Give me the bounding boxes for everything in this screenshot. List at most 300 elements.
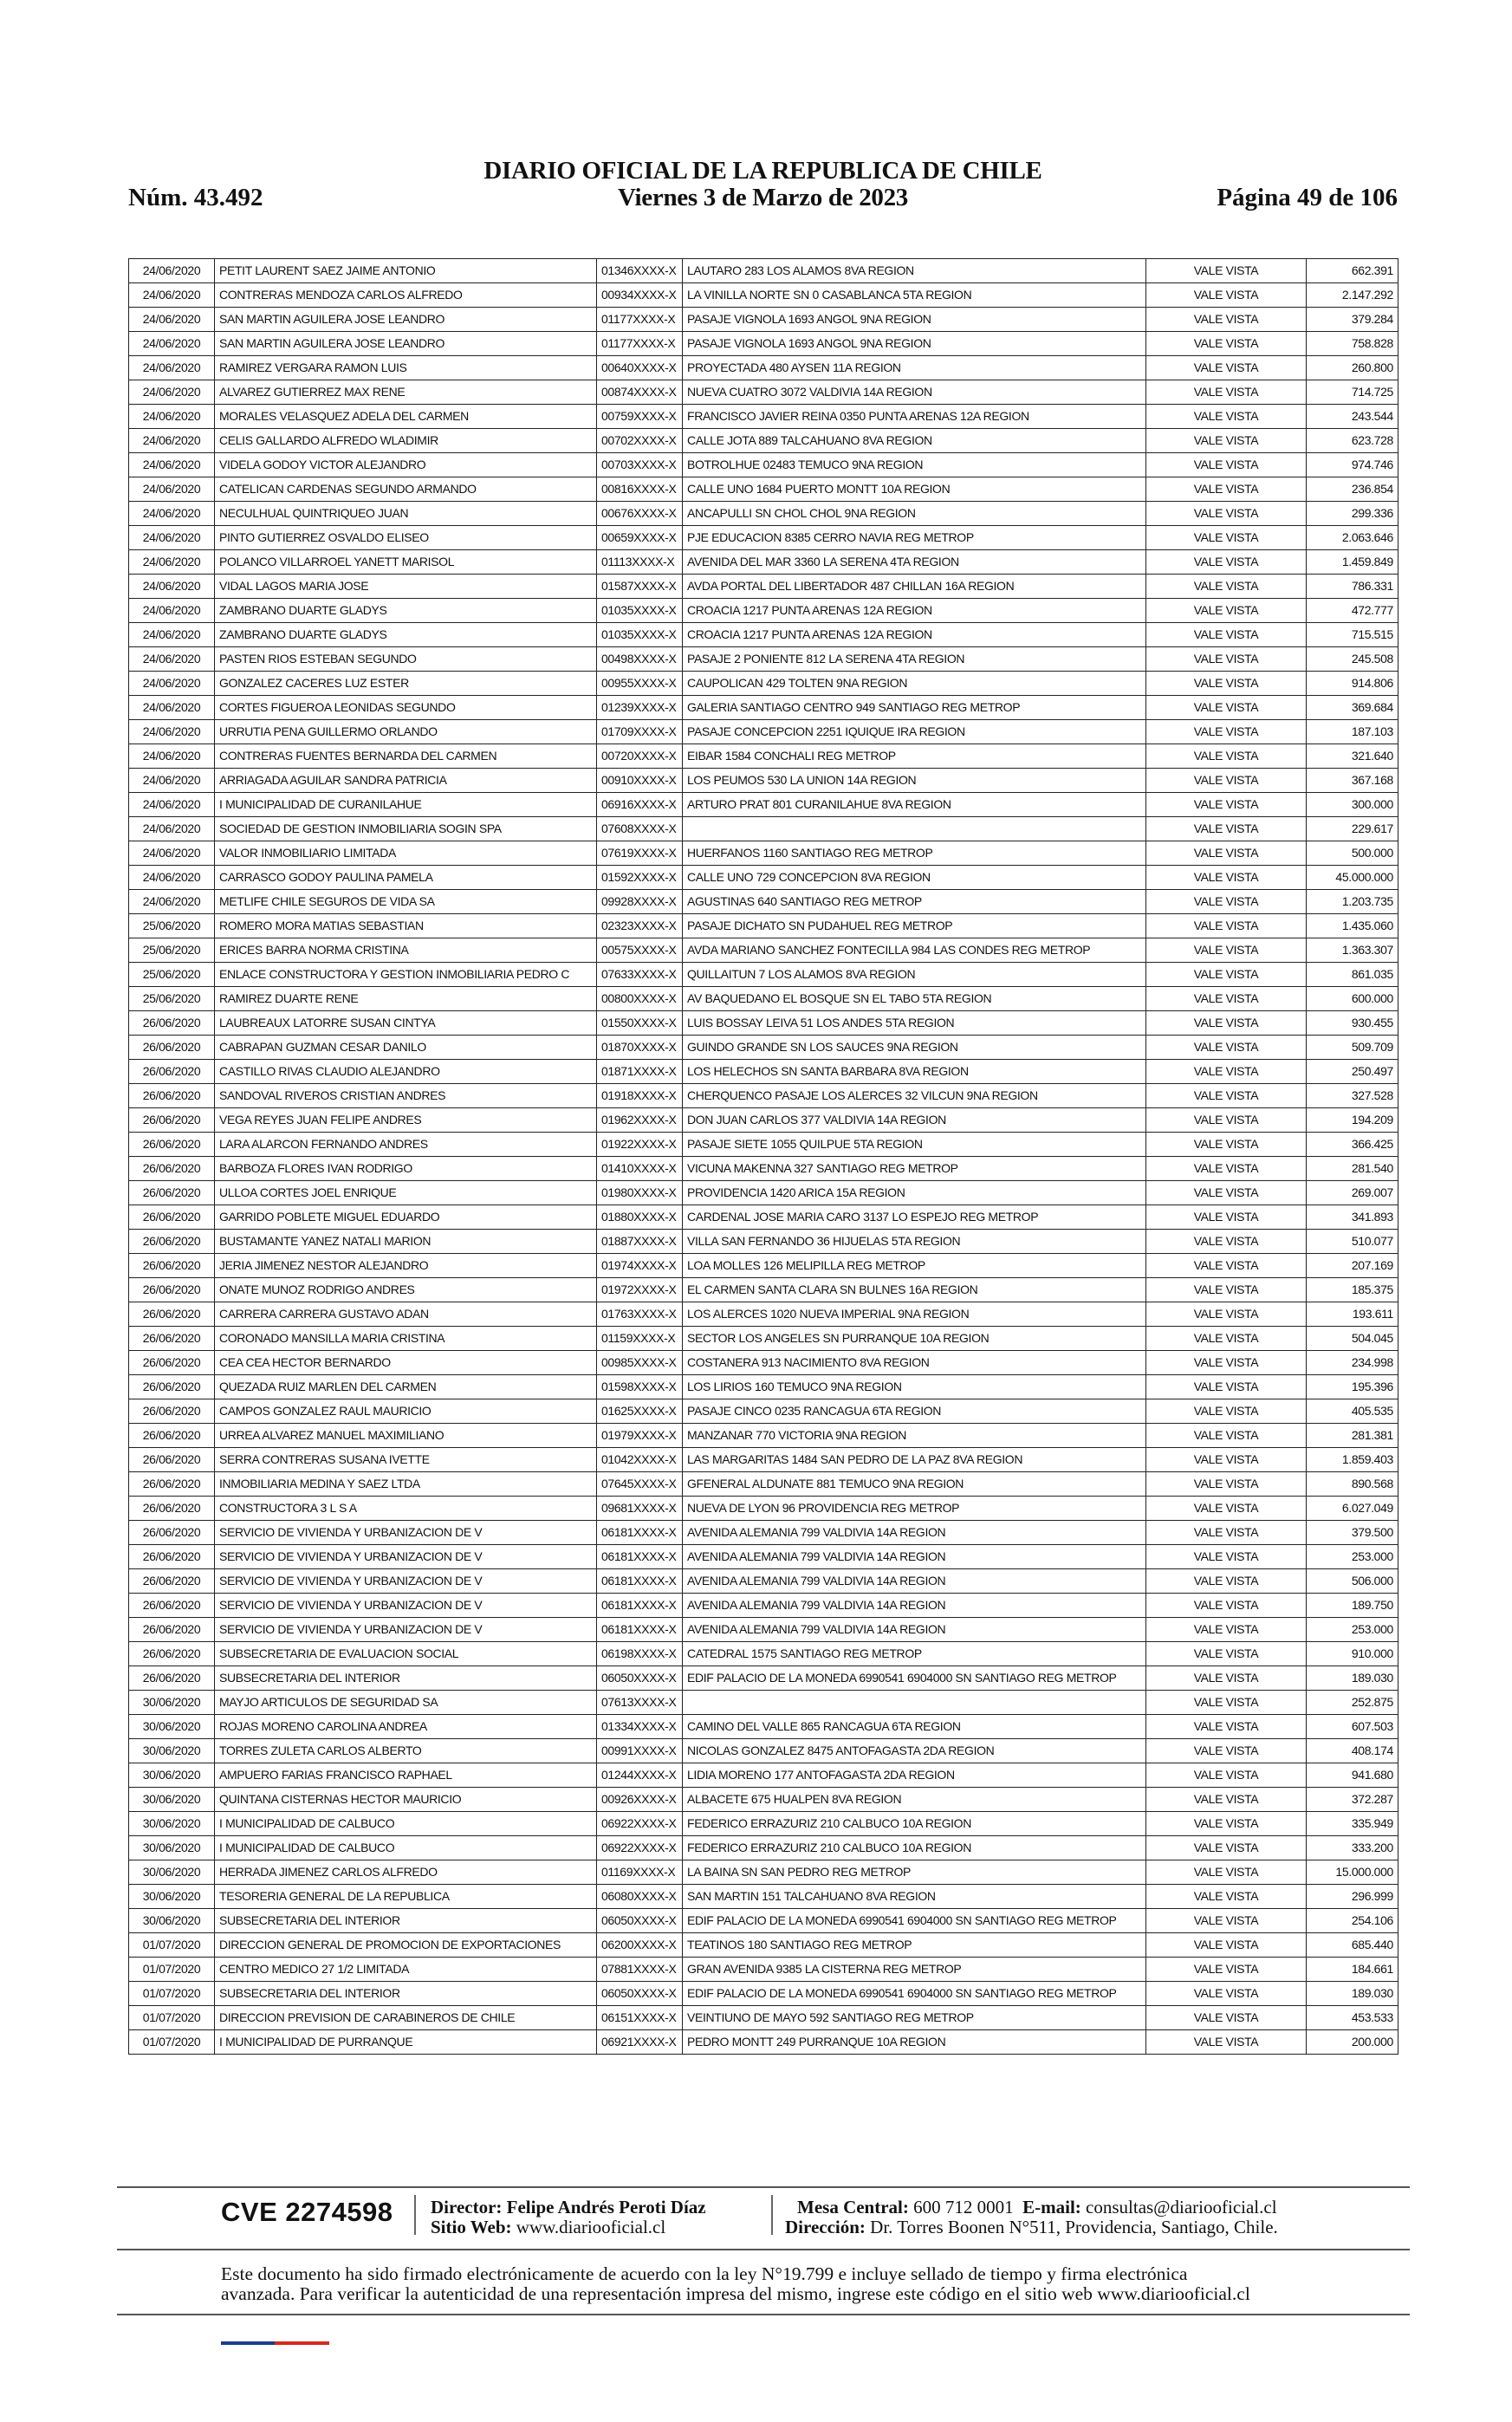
- row-date: 30/06/2020: [129, 1812, 215, 1836]
- row-amount: 1.363.307: [1307, 938, 1398, 963]
- row-rut: 00759XXXX-X: [597, 405, 683, 429]
- row-date: 26/06/2020: [129, 1157, 215, 1181]
- row-date: 30/06/2020: [129, 1763, 215, 1788]
- row-name: SAN MARTIN AGUILERA JOSE LEANDRO: [215, 332, 597, 356]
- row-name: CEA CEA HECTOR BERNARDO: [215, 1351, 597, 1375]
- row-amount: 685.440: [1307, 1933, 1398, 1958]
- row-name: CONTRERAS FUENTES BERNARDA DEL CARMEN: [215, 744, 597, 769]
- row-address: ALBACETE 675 HUALPEN 8VA REGION: [683, 1788, 1146, 1812]
- row-name: INMOBILIARIA MEDINA Y SAEZ LTDA: [215, 1472, 597, 1497]
- row-address: PASAJE CINCO 0235 RANCAGUA 6TA REGION: [683, 1399, 1146, 1424]
- row-payment-type: VALE VISTA: [1146, 1739, 1307, 1763]
- row-date: 24/06/2020: [129, 429, 215, 453]
- table-row: [129, 1788, 1398, 1812]
- row-name: CONTRERAS MENDOZA CARLOS ALFREDO: [215, 283, 597, 308]
- row-name: SERVICIO DE VIVIENDA Y URBANIZACION DE V: [215, 1594, 597, 1618]
- row-payment-type: VALE VISTA: [1146, 769, 1307, 793]
- row-payment-type: VALE VISTA: [1146, 1424, 1307, 1448]
- table-row: [129, 526, 1398, 550]
- row-amount: 930.455: [1307, 1011, 1398, 1036]
- row-address: HUERFANOS 1160 SANTIAGO REG METROP: [683, 841, 1146, 866]
- row-date: 24/06/2020: [129, 599, 215, 623]
- row-date: 24/06/2020: [129, 575, 215, 599]
- table-row: [129, 696, 1398, 720]
- row-rut: 07608XXXX-X: [597, 817, 683, 841]
- legal-line: avanzada. Para verificar la autenticidad de una representación impresa del mismo, ingrese este código en el sitio web www.diariooficial.cl: [221, 2283, 1250, 2304]
- row-date: 25/06/2020: [129, 914, 215, 938]
- footer-divider-bottom: [117, 2314, 1410, 2315]
- row-payment-type: VALE VISTA: [1146, 1254, 1307, 1278]
- row-address: ANCAPULLI SN CHOL CHOL 9NA REGION: [683, 502, 1146, 526]
- row-name: GONZALEZ CACERES LUZ ESTER: [215, 672, 597, 696]
- row-date: 01/07/2020: [129, 2006, 215, 2030]
- row-payment-type: VALE VISTA: [1146, 1933, 1307, 1958]
- row-date: 30/06/2020: [129, 1788, 215, 1812]
- row-payment-type: VALE VISTA: [1146, 1836, 1307, 1860]
- row-date: 30/06/2020: [129, 1691, 215, 1715]
- row-name: CORONADO MANSILLA MARIA CRISTINA: [215, 1327, 597, 1351]
- row-payment-type: VALE VISTA: [1146, 866, 1307, 890]
- row-rut: 00703XXXX-X: [597, 453, 683, 477]
- row-amount: 2.063.646: [1307, 526, 1398, 550]
- row-payment-type: VALE VISTA: [1146, 720, 1307, 744]
- row-date: 24/06/2020: [129, 793, 215, 817]
- row-address: EL CARMEN SANTA CLARA SN BULNES 16A REGION: [683, 1278, 1146, 1302]
- row-rut: 00955XXXX-X: [597, 672, 683, 696]
- row-amount: 6.027.049: [1307, 1497, 1398, 1521]
- row-payment-type: VALE VISTA: [1146, 1278, 1307, 1302]
- row-payment-type: VALE VISTA: [1146, 1691, 1307, 1715]
- table-row: [129, 1982, 1398, 2006]
- row-date: 30/06/2020: [129, 1739, 215, 1763]
- row-payment-type: VALE VISTA: [1146, 1885, 1307, 1909]
- row-date: 26/06/2020: [129, 1399, 215, 1424]
- row-address: [683, 817, 1146, 841]
- row-payment-type: VALE VISTA: [1146, 1860, 1307, 1885]
- row-date: 26/06/2020: [129, 1205, 215, 1230]
- row-amount: 299.336: [1307, 502, 1398, 526]
- row-name: SUBSECRETARIA DE EVALUACION SOCIAL: [215, 1642, 597, 1666]
- table-row: [129, 914, 1398, 938]
- row-amount: 254.106: [1307, 1909, 1398, 1933]
- row-amount: 890.568: [1307, 1472, 1398, 1497]
- table-row: [129, 1278, 1398, 1302]
- row-name: ULLOA CORTES JOEL ENRIQUE: [215, 1181, 597, 1205]
- row-date: 26/06/2020: [129, 1327, 215, 1351]
- row-address: AVENIDA ALEMANIA 799 VALDIVIA 14A REGION: [683, 1618, 1146, 1642]
- issue-date: Viernes 3 de Marzo de 2023: [617, 184, 909, 211]
- row-payment-type: VALE VISTA: [1146, 623, 1307, 647]
- row-address: GUINDO GRANDE SN LOS SAUCES 9NA REGION: [683, 1036, 1146, 1060]
- row-payment-type: VALE VISTA: [1146, 1715, 1307, 1739]
- table-row: [129, 1545, 1398, 1569]
- row-address: PASAJE DICHATO SN PUDAHUEL REG METROP: [683, 914, 1146, 938]
- row-rut: 01587XXXX-X: [597, 575, 683, 599]
- row-address: NUEVA DE LYON 96 PROVIDENCIA REG METROP: [683, 1497, 1146, 1521]
- row-address: SECTOR LOS ANGELES SN PURRANQUE 10A REGION: [683, 1327, 1146, 1351]
- table-row: [129, 1230, 1398, 1254]
- row-rut: 01410XXXX-X: [597, 1157, 683, 1181]
- row-date: 26/06/2020: [129, 1060, 215, 1084]
- row-address: LA VINILLA NORTE SN 0 CASABLANCA 5TA REGION: [683, 283, 1146, 308]
- row-address: PASAJE 2 PONIENTE 812 LA SERENA 4TA REGION: [683, 647, 1146, 672]
- cve-code: CVE 2274598: [221, 2197, 393, 2227]
- row-rut: 01974XXXX-X: [597, 1254, 683, 1278]
- row-rut: 06181XXXX-X: [597, 1569, 683, 1594]
- table-row: [129, 1521, 1398, 1545]
- row-rut: 06050XXXX-X: [597, 1666, 683, 1691]
- table-row: [129, 1060, 1398, 1084]
- row-name: NECULHUAL QUINTRIQUEO JUAN: [215, 502, 597, 526]
- row-address: AVDA PORTAL DEL LIBERTADOR 487 CHILLAN 16A REGION: [683, 575, 1146, 599]
- row-name: CASTILLO RIVAS CLAUDIO ALEJANDRO: [215, 1060, 597, 1084]
- row-name: CARRASCO GODOY PAULINA PAMELA: [215, 866, 597, 890]
- row-rut: 06181XXXX-X: [597, 1618, 683, 1642]
- row-date: 26/06/2020: [129, 1302, 215, 1327]
- table-row: [129, 1448, 1398, 1472]
- row-payment-type: VALE VISTA: [1146, 308, 1307, 332]
- row-rut: 00720XXXX-X: [597, 744, 683, 769]
- row-address: VEINTIUNO DE MAYO 592 SANTIAGO REG METROP: [683, 2006, 1146, 2030]
- table-row: [129, 1375, 1398, 1399]
- row-amount: 379.284: [1307, 308, 1398, 332]
- table-row: [129, 1084, 1398, 1108]
- row-rut: 01962XXXX-X: [597, 1108, 683, 1133]
- row-address: PROYECTADA 480 AYSEN 11A REGION: [683, 356, 1146, 380]
- row-name: BUSTAMANTE YANEZ NATALI MARION: [215, 1230, 597, 1254]
- table-row: [129, 1036, 1398, 1060]
- row-payment-type: VALE VISTA: [1146, 1666, 1307, 1691]
- row-date: 25/06/2020: [129, 938, 215, 963]
- row-address: EDIF PALACIO DE LA MONEDA 6990541 6904000 SN SANTIAGO REG METROP: [683, 1666, 1146, 1691]
- row-date: 26/06/2020: [129, 1666, 215, 1691]
- row-rut: 06181XXXX-X: [597, 1545, 683, 1569]
- row-name: PETIT LAURENT SAEZ JAIME ANTONIO: [215, 259, 597, 283]
- row-payment-type: VALE VISTA: [1146, 283, 1307, 308]
- table-row: [129, 1739, 1398, 1763]
- row-name: AMPUERO FARIAS FRANCISCO RAPHAEL: [215, 1763, 597, 1788]
- row-date: 01/07/2020: [129, 1982, 215, 2006]
- row-name: VIDAL LAGOS MARIA JOSE: [215, 575, 597, 599]
- row-address: PEDRO MONTT 249 PURRANQUE 10A REGION: [683, 2030, 1146, 2055]
- table-row: [129, 1472, 1398, 1497]
- table-row: [129, 793, 1398, 817]
- row-date: 26/06/2020: [129, 1448, 215, 1472]
- table-row: [129, 308, 1398, 332]
- row-name: SAN MARTIN AGUILERA JOSE LEANDRO: [215, 308, 597, 332]
- row-payment-type: VALE VISTA: [1146, 987, 1307, 1011]
- flag-red-stripe: [275, 2341, 329, 2345]
- row-name: QUEZADA RUIZ MARLEN DEL CARMEN: [215, 1375, 597, 1399]
- row-payment-type: VALE VISTA: [1146, 1958, 1307, 1982]
- row-address: CROACIA 1217 PUNTA ARENAS 12A REGION: [683, 599, 1146, 623]
- table-row: [129, 259, 1398, 283]
- table-row: [129, 1958, 1398, 1982]
- page-header: [128, 158, 1398, 218]
- row-name: SERVICIO DE VIVIENDA Y URBANIZACION DE V: [215, 1521, 597, 1545]
- row-address: LIDIA MORENO 177 ANTOFAGASTA 2DA REGION: [683, 1763, 1146, 1788]
- row-date: 26/06/2020: [129, 1472, 215, 1497]
- row-payment-type: VALE VISTA: [1146, 1448, 1307, 1472]
- row-rut: 00926XXXX-X: [597, 1788, 683, 1812]
- row-address: PASAJE VIGNOLA 1693 ANGOL 9NA REGION: [683, 332, 1146, 356]
- row-date: 30/06/2020: [129, 1885, 215, 1909]
- row-amount: 281.381: [1307, 1424, 1398, 1448]
- row-rut: 01035XXXX-X: [597, 599, 683, 623]
- row-address: AVENIDA ALEMANIA 799 VALDIVIA 14A REGION: [683, 1545, 1146, 1569]
- row-amount: 453.533: [1307, 2006, 1398, 2030]
- row-date: 24/06/2020: [129, 380, 215, 405]
- row-rut: 09681XXXX-X: [597, 1497, 683, 1521]
- row-payment-type: VALE VISTA: [1146, 817, 1307, 841]
- row-rut: 01870XXXX-X: [597, 1036, 683, 1060]
- row-date: 24/06/2020: [129, 672, 215, 696]
- row-payment-type: VALE VISTA: [1146, 1545, 1307, 1569]
- row-address: CHERQUENCO PASAJE LOS ALERCES 32 VILCUN 9NA REGION: [683, 1084, 1146, 1108]
- row-amount: 189.030: [1307, 1982, 1398, 2006]
- row-amount: 250.497: [1307, 1060, 1398, 1084]
- row-amount: 600.000: [1307, 987, 1398, 1011]
- mesa-phone: 600 712 0001: [913, 2197, 1014, 2217]
- row-date: 26/06/2020: [129, 1642, 215, 1666]
- row-amount: 408.174: [1307, 1739, 1398, 1763]
- table-row: [129, 1327, 1398, 1351]
- table-row: [129, 841, 1398, 866]
- row-name: SOCIEDAD DE GESTION INMOBILIARIA SOGIN SPA: [215, 817, 597, 841]
- row-amount: 253.000: [1307, 1545, 1398, 1569]
- row-rut: 01922XXXX-X: [597, 1133, 683, 1157]
- row-address: SAN MARTIN 151 TALCAHUANO 8VA REGION: [683, 1885, 1146, 1909]
- row-name: SERVICIO DE VIVIENDA Y URBANIZACION DE V: [215, 1618, 597, 1642]
- row-address: DON JUAN CARLOS 377 VALDIVIA 14A REGION: [683, 1108, 1146, 1133]
- row-amount: 506.000: [1307, 1569, 1398, 1594]
- row-name: LARA ALARCON FERNANDO ANDRES: [215, 1133, 597, 1157]
- row-date: 26/06/2020: [129, 1036, 215, 1060]
- table-row: [129, 283, 1398, 308]
- row-name: SERVICIO DE VIVIENDA Y URBANIZACION DE V: [215, 1569, 597, 1594]
- row-name: ENLACE CONSTRUCTORA Y GESTION INMOBILIARIA PEDRO C: [215, 963, 597, 987]
- row-address: CATEDRAL 1575 SANTIAGO REG METROP: [683, 1642, 1146, 1666]
- row-address: CAUPOLICAN 429 TOLTEN 9NA REGION: [683, 672, 1146, 696]
- row-payment-type: VALE VISTA: [1146, 1327, 1307, 1351]
- site-link[interactable]: www.diariooficial.cl: [516, 2217, 666, 2237]
- row-payment-type: VALE VISTA: [1146, 1642, 1307, 1666]
- row-payment-type: VALE VISTA: [1146, 890, 1307, 914]
- row-payment-type: VALE VISTA: [1146, 1230, 1307, 1254]
- row-amount: 189.750: [1307, 1594, 1398, 1618]
- table-row: [129, 1302, 1398, 1327]
- row-address: LOA MOLLES 126 MELIPILLA REG METROP: [683, 1254, 1146, 1278]
- row-name: HERRADA JIMENEZ CARLOS ALFREDO: [215, 1860, 597, 1885]
- row-payment-type: VALE VISTA: [1146, 1521, 1307, 1545]
- row-payment-type: VALE VISTA: [1146, 2006, 1307, 2030]
- row-name: TESORERIA GENERAL DE LA REPUBLICA: [215, 1885, 597, 1909]
- table-row: [129, 2030, 1398, 2055]
- row-rut: 01113XXXX-X: [597, 550, 683, 575]
- row-rut: 01592XXXX-X: [597, 866, 683, 890]
- row-date: 26/06/2020: [129, 1521, 215, 1545]
- row-amount: 15.000.000: [1307, 1860, 1398, 1885]
- row-date: 26/06/2020: [129, 1424, 215, 1448]
- row-payment-type: VALE VISTA: [1146, 1375, 1307, 1399]
- row-rut: 01980XXXX-X: [597, 1181, 683, 1205]
- mesa-label: Mesa Central:: [797, 2197, 909, 2217]
- table-row: [129, 1812, 1398, 1836]
- row-amount: 500.000: [1307, 841, 1398, 866]
- table-row: [129, 1424, 1398, 1448]
- row-rut: 01035XXXX-X: [597, 623, 683, 647]
- row-payment-type: VALE VISTA: [1146, 1011, 1307, 1036]
- table-row: [129, 453, 1398, 477]
- row-payment-type: VALE VISTA: [1146, 526, 1307, 550]
- table-row: [129, 550, 1398, 575]
- row-date: 24/06/2020: [129, 841, 215, 866]
- row-payment-type: VALE VISTA: [1146, 1594, 1307, 1618]
- director-name: Felipe Andrés Peroti Díaz: [506, 2197, 706, 2217]
- row-name: METLIFE CHILE SEGUROS DE VIDA SA: [215, 890, 597, 914]
- row-payment-type: VALE VISTA: [1146, 1812, 1307, 1836]
- table-row: [129, 1618, 1398, 1642]
- row-address: COSTANERA 913 NACIMIENTO 8VA REGION: [683, 1351, 1146, 1375]
- row-amount: 234.998: [1307, 1351, 1398, 1375]
- row-name: CENTRO MEDICO 27 1/2 LIMITADA: [215, 1958, 597, 1982]
- row-amount: 252.875: [1307, 1691, 1398, 1715]
- row-date: 26/06/2020: [129, 1230, 215, 1254]
- row-amount: 504.045: [1307, 1327, 1398, 1351]
- row-address: ARTURO PRAT 801 CURANILAHUE 8VA REGION: [683, 793, 1146, 817]
- row-address: CALLE JOTA 889 TALCAHUANO 8VA REGION: [683, 429, 1146, 453]
- row-rut: 00676XXXX-X: [597, 502, 683, 526]
- row-name: GARRIDO POBLETE MIGUEL EDUARDO: [215, 1205, 597, 1230]
- table-row: [129, 938, 1398, 963]
- row-date: 24/06/2020: [129, 890, 215, 914]
- row-address: NICOLAS GONZALEZ 8475 ANTOFAGASTA 2DA REGION: [683, 1739, 1146, 1763]
- row-payment-type: VALE VISTA: [1146, 1157, 1307, 1181]
- address-value: Dr. Torres Boonen N°511, Providencia, Santiago, Chile.: [870, 2217, 1278, 2237]
- row-date: 30/06/2020: [129, 1715, 215, 1739]
- row-rut: 02323XXXX-X: [597, 914, 683, 938]
- row-date: 24/06/2020: [129, 283, 215, 308]
- row-rut: 07645XXXX-X: [597, 1472, 683, 1497]
- row-name: CATELICAN CARDENAS SEGUNDO ARMANDO: [215, 477, 597, 502]
- footer-director-block: [431, 2198, 706, 2237]
- row-rut: 01244XXXX-X: [597, 1763, 683, 1788]
- row-payment-type: VALE VISTA: [1146, 259, 1307, 283]
- row-amount: 786.331: [1307, 575, 1398, 599]
- row-date: 26/06/2020: [129, 1278, 215, 1302]
- row-rut: 01880XXXX-X: [597, 1205, 683, 1230]
- row-address: FEDERICO ERRAZURIZ 210 CALBUCO 10A REGION: [683, 1836, 1146, 1860]
- table-row: [129, 1569, 1398, 1594]
- row-name: ALVAREZ GUTIERREZ MAX RENE: [215, 380, 597, 405]
- row-payment-type: VALE VISTA: [1146, 793, 1307, 817]
- row-address: MANZANAR 770 VICTORIA 9NA REGION: [683, 1424, 1146, 1448]
- email-link[interactable]: consultas@diariooficial.cl: [1086, 2197, 1277, 2217]
- row-payment-type: VALE VISTA: [1146, 1788, 1307, 1812]
- row-date: 24/06/2020: [129, 866, 215, 890]
- row-rut: 00575XXXX-X: [597, 938, 683, 963]
- table-row: [129, 1497, 1398, 1521]
- row-name: MORALES VELASQUEZ ADELA DEL CARMEN: [215, 405, 597, 429]
- table-row: [129, 356, 1398, 380]
- table-row: [129, 575, 1398, 599]
- row-name: ROJAS MORENO CAROLINA ANDREA: [215, 1715, 597, 1739]
- row-rut: 01709XXXX-X: [597, 720, 683, 744]
- chile-flag-stripe: [221, 2341, 329, 2345]
- row-address: FEDERICO ERRAZURIZ 210 CALBUCO 10A REGION: [683, 1812, 1146, 1836]
- row-address: LOS ALERCES 1020 NUEVA IMPERIAL 9NA REGION: [683, 1302, 1146, 1327]
- row-amount: 200.000: [1307, 2030, 1398, 2055]
- row-payment-type: VALE VISTA: [1146, 332, 1307, 356]
- row-amount: 45.000.000: [1307, 866, 1398, 890]
- row-rut: 01239XXXX-X: [597, 696, 683, 720]
- row-rut: 06922XXXX-X: [597, 1836, 683, 1860]
- row-amount: 296.999: [1307, 1885, 1398, 1909]
- table-row: [129, 623, 1398, 647]
- row-amount: 333.200: [1307, 1836, 1398, 1860]
- row-address: PASAJE SIETE 1055 QUILPUE 5TA REGION: [683, 1133, 1146, 1157]
- row-name: TORRES ZULETA CARLOS ALBERTO: [215, 1739, 597, 1763]
- row-rut: 01159XXXX-X: [597, 1327, 683, 1351]
- row-payment-type: VALE VISTA: [1146, 1205, 1307, 1230]
- table-row: [129, 1763, 1398, 1788]
- row-name: I MUNICIPALIDAD DE CURANILAHUE: [215, 793, 597, 817]
- table-row: [129, 2006, 1398, 2030]
- row-rut: 01763XXXX-X: [597, 1302, 683, 1327]
- row-date: 26/06/2020: [129, 1011, 215, 1036]
- row-amount: 1.203.735: [1307, 890, 1398, 914]
- row-address: GRAN AVENIDA 9385 LA CISTERNA REG METROP: [683, 1958, 1146, 1982]
- row-amount: 758.828: [1307, 332, 1398, 356]
- row-amount: 366.425: [1307, 1133, 1398, 1157]
- row-payment-type: VALE VISTA: [1146, 1618, 1307, 1642]
- row-amount: 300.000: [1307, 793, 1398, 817]
- table-row: [129, 963, 1398, 987]
- row-amount: 607.503: [1307, 1715, 1398, 1739]
- row-name: SANDOVAL RIVEROS CRISTIAN ANDRES: [215, 1084, 597, 1108]
- row-date: 26/06/2020: [129, 1569, 215, 1594]
- row-address: CAMINO DEL VALLE 865 RANCAGUA 6TA REGION: [683, 1715, 1146, 1739]
- row-rut: 01550XXXX-X: [597, 1011, 683, 1036]
- row-date: 24/06/2020: [129, 405, 215, 429]
- row-amount: 510.077: [1307, 1230, 1398, 1254]
- row-name: VEGA REYES JUAN FELIPE ANDRES: [215, 1108, 597, 1133]
- table-row: [129, 1351, 1398, 1375]
- row-rut: 06916XXXX-X: [597, 793, 683, 817]
- row-rut: 09928XXXX-X: [597, 890, 683, 914]
- row-name: CELIS GALLARDO ALFREDO WLADIMIR: [215, 429, 597, 453]
- row-name: CABRAPAN GUZMAN CESAR DANILO: [215, 1036, 597, 1060]
- row-date: 01/07/2020: [129, 2030, 215, 2055]
- table-row: [129, 769, 1398, 793]
- row-amount: 195.396: [1307, 1375, 1398, 1399]
- row-payment-type: VALE VISTA: [1146, 744, 1307, 769]
- row-address: CROACIA 1217 PUNTA ARENAS 12A REGION: [683, 623, 1146, 647]
- row-address: GALERIA SANTIAGO CENTRO 949 SANTIAGO REG METROP: [683, 696, 1146, 720]
- row-amount: 1.859.403: [1307, 1448, 1398, 1472]
- row-amount: 187.103: [1307, 720, 1398, 744]
- table-row: [129, 405, 1398, 429]
- row-date: 26/06/2020: [129, 1497, 215, 1521]
- legal-notice: [221, 2264, 1408, 2304]
- row-address: LOS HELECHOS SN SANTA BARBARA 8VA REGION: [683, 1060, 1146, 1084]
- row-rut: 01625XXXX-X: [597, 1399, 683, 1424]
- row-address: AVENIDA ALEMANIA 799 VALDIVIA 14A REGION: [683, 1594, 1146, 1618]
- row-amount: 260.800: [1307, 356, 1398, 380]
- row-rut: 06181XXXX-X: [597, 1521, 683, 1545]
- row-name: ZAMBRANO DUARTE GLADYS: [215, 599, 597, 623]
- row-rut: 06050XXXX-X: [597, 1982, 683, 2006]
